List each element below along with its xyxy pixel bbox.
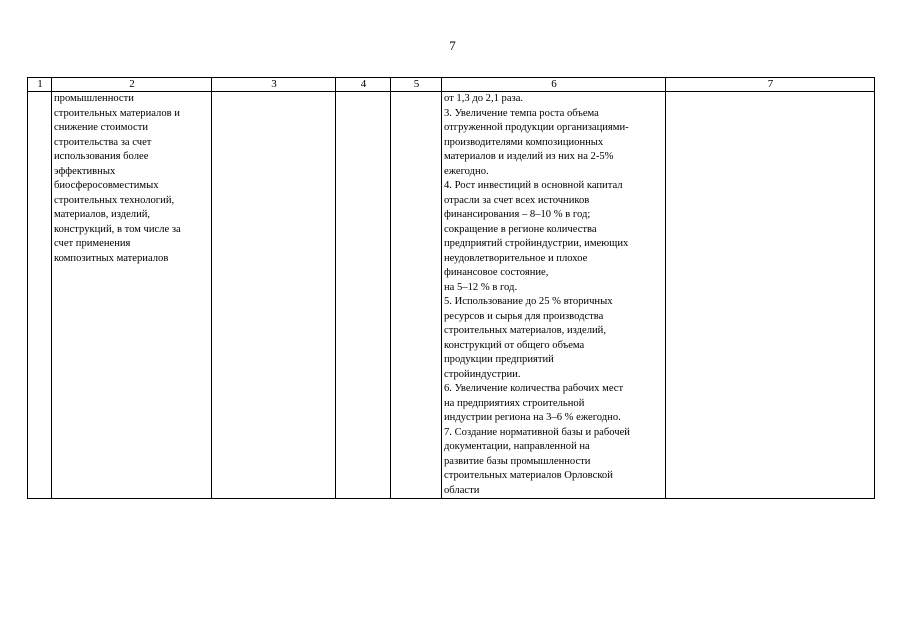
page-number: 7 <box>449 38 456 53</box>
column-header-7: 7 <box>666 78 875 92</box>
column-header-2: 2 <box>52 78 212 92</box>
cell-col-7 <box>666 92 875 499</box>
table-header-row <box>28 78 875 92</box>
cell-col-2-description: промышленности строительных материалов и снижение стоимости строительства за счет использования более эффективных биосферосовместимых строительных технологий, материалов, изделий, конструкций, в том числе за счет применения композитных материалов <box>52 92 212 499</box>
data-table <box>27 77 875 499</box>
cell-col-3 <box>212 92 336 499</box>
cell-col-4 <box>336 92 391 499</box>
cell-col-6-indicators: от 1,3 до 2,1 раза. 3. Увеличение темпа роста объема отгруженной продукции организациями- производителями композиционных материалов и изделий из них на 2-5% ежегодно. 4. Рост инвестиций в основной капитал отрасли за счет всех источников финансирования – 8–10 % в год; сокращение в регионе количества предприятий стройиндустрии, имеющих неудовлетворительное и плохое финансовое состояние, на 5–12 % в год. 5. Использование до 25 % вторичных ресурсов и сырья для производства строительных материалов, изделий, конструкций от общего объема продукции предприятий стройиндустрии. 6. Увеличение количества рабочих мест на предприятиях строительной индустрии региона на 3–6 % ежегодно. 7. Создание нормативной базы и рабочей документации, направленной на развитие базы промышленности строительных материалов Орловской области <box>442 92 666 499</box>
cell-col-1 <box>28 92 52 499</box>
table-row <box>28 92 875 499</box>
column-header-4: 4 <box>336 78 391 92</box>
cell-col-5 <box>391 92 442 499</box>
column-header-3: 3 <box>212 78 336 92</box>
column-header-1: 1 <box>28 78 52 92</box>
column-header-6: 6 <box>442 78 666 92</box>
column-header-5: 5 <box>391 78 442 92</box>
